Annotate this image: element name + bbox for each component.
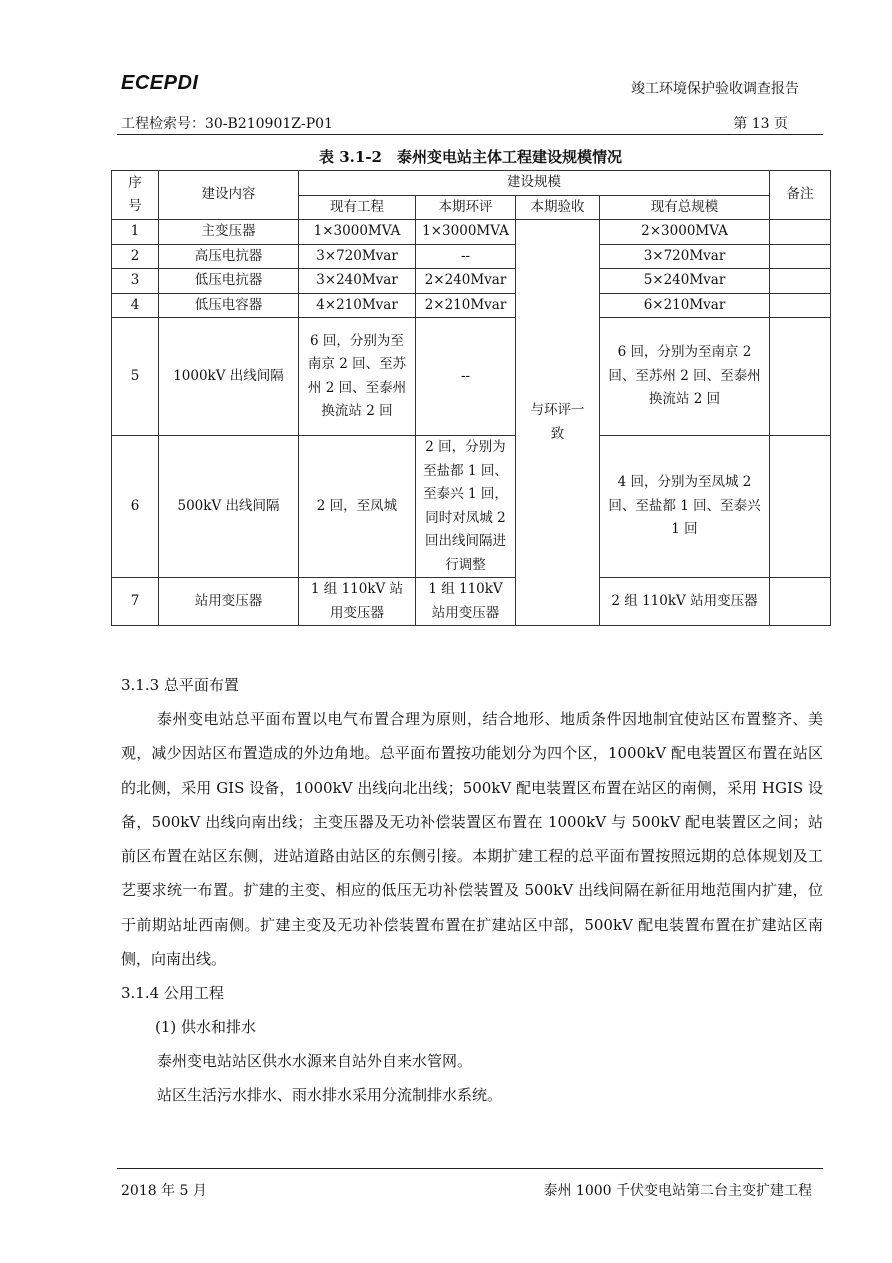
row-eia: 1×3000MVA — [416, 220, 516, 245]
report-title: 竣工环境保护验收调查报告 — [631, 81, 799, 97]
row-eia: 2×240Mvar — [416, 269, 516, 294]
body-text — [121, 668, 823, 1112]
header-eia: 本期环评 — [416, 195, 516, 220]
row-eia: 2×210Mvar — [416, 293, 516, 318]
row-seq: 3 — [112, 269, 159, 294]
row-total: 2 组 110kV 站用变压器 — [600, 578, 770, 626]
row-eia: 2 回，分别为至盐都 1 回、至泰兴 1 回，同时对凤城 2 回出线间隔进行调整 — [416, 436, 516, 578]
row-existing: 1 组 110kV 站用变压器 — [299, 578, 416, 626]
header-scale: 建设规模 — [299, 171, 770, 196]
row-eia: -- — [416, 318, 516, 436]
row-existing: 3×240Mvar — [299, 269, 416, 294]
table-row — [112, 318, 831, 436]
row-note — [770, 436, 831, 578]
row-eia: 1 组 110kV 站用变压器 — [416, 578, 516, 626]
row-content: 500kV 出线间隔 — [159, 436, 299, 578]
page-number: 第 13 页 — [733, 116, 788, 132]
row-note — [770, 269, 831, 294]
row-content: 低压电容器 — [159, 293, 299, 318]
row-existing: 4×210Mvar — [299, 293, 416, 318]
row-eia: -- — [416, 244, 516, 269]
footer-rule — [117, 1168, 823, 1169]
table-row — [112, 293, 831, 318]
project-number: 工程检索号：30-B210901Z-P01 — [121, 116, 333, 132]
row-note — [770, 293, 831, 318]
row-note — [770, 244, 831, 269]
footer-date: 2018 年 5 月 — [121, 1183, 207, 1199]
table-row — [112, 220, 831, 245]
header-content: 建设内容 — [159, 171, 299, 220]
row-total: 2×3000MVA — [600, 220, 770, 245]
header-seq: 序号 — [112, 171, 159, 220]
acceptance-merged-cell: 与环评一致 — [516, 220, 600, 626]
table-row — [112, 269, 831, 294]
table-row — [112, 244, 831, 269]
row-note — [770, 318, 831, 436]
header-rule — [117, 134, 823, 135]
water-source-line: 泰州变电站站区供水水源来自站外自来水管网。 — [157, 1052, 473, 1071]
row-content: 站用变压器 — [159, 578, 299, 626]
table-caption: 表 3.1-2 泰州变电站主体工程建设规模情况 — [319, 148, 622, 166]
header-existing: 现有工程 — [299, 195, 416, 220]
section-heading-314: 3.1.4 公用工程 — [121, 984, 224, 1003]
row-existing: 3×720Mvar — [299, 244, 416, 269]
row-seq: 7 — [112, 578, 159, 626]
row-total: 3×720Mvar — [600, 244, 770, 269]
row-content: 低压电抗器 — [159, 269, 299, 294]
row-seq: 4 — [112, 293, 159, 318]
row-total: 6×210Mvar — [600, 293, 770, 318]
row-seq: 2 — [112, 244, 159, 269]
row-total: 4 回，分别为至凤城 2 回、至盐都 1 回、至泰兴 1 回 — [600, 436, 770, 578]
header-acceptance: 本期验收 — [516, 195, 600, 220]
footer-project-name: 泰州 1000 千伏变电站第二台主变扩建工程 — [543, 1183, 812, 1199]
row-content: 主变压器 — [159, 220, 299, 245]
row-note — [770, 578, 831, 626]
construction-scale-table — [111, 170, 831, 626]
header-note: 备注 — [770, 171, 831, 220]
row-existing: 1×3000MVA — [299, 220, 416, 245]
row-content: 1000kV 出线间隔 — [159, 318, 299, 436]
row-total: 6 回，分别为至南京 2 回、至苏州 2 回、至泰州换流站 2 回 — [600, 318, 770, 436]
row-seq: 5 — [112, 318, 159, 436]
row-content: 高压电抗器 — [159, 244, 299, 269]
row-seq: 6 — [112, 436, 159, 578]
company-logo: ECEPDI — [121, 72, 199, 94]
table-row — [112, 436, 831, 578]
drainage-line: 站区生活污水排水、雨水排水采用分流制排水系统。 — [157, 1086, 503, 1105]
row-seq: 1 — [112, 220, 159, 245]
layout-paragraph: 泰州变电站总平面布置以电气布置合理为原则，结合地形、地质条件因地制宜使站区布置整齐、美观，减少因站区布置造成的外边角地。总平面布置按功能划分为四个区，1000kV 配电装置区布置在站区的北侧，采用 GIS 设备，1000kV 出线向北出线；500kV 配电装置区布置在站区的南侧，采用 HGIS 设备，500kV 出线向南出线；主变压器及无功补偿装置区布置在 1000kV 与 500kV 配电装置区之间；站前区布置在站区东侧，进站道路由站区的东侧引接。本期扩建工程的总平面布置按照远期的总体规划及工艺要求统一布置。扩建的主变、相应的低压无功补偿装置及 500kV 出线间隔在新征用地范围内扩建，位于前期站址西南侧。扩建主变及无功补偿装置布置在扩建站区中部，500kV 配电装置布置在扩建站区南侧，向南出线。 — [121, 710, 823, 969]
row-note — [770, 220, 831, 245]
row-existing: 2 回，至凤城 — [299, 436, 416, 578]
table-row — [112, 578, 831, 626]
header-total: 现有总规模 — [600, 195, 770, 220]
table-header-row — [112, 171, 831, 196]
section-heading-313: 3.1.3 总平面布置 — [121, 676, 239, 694]
row-existing: 6 回，分别为至南京 2 回、至苏州 2 回、至泰州换流站 2 回 — [299, 318, 416, 436]
row-total: 5×240Mvar — [600, 269, 770, 294]
sub-item-water: (1) 供水和排水 — [155, 1018, 257, 1037]
